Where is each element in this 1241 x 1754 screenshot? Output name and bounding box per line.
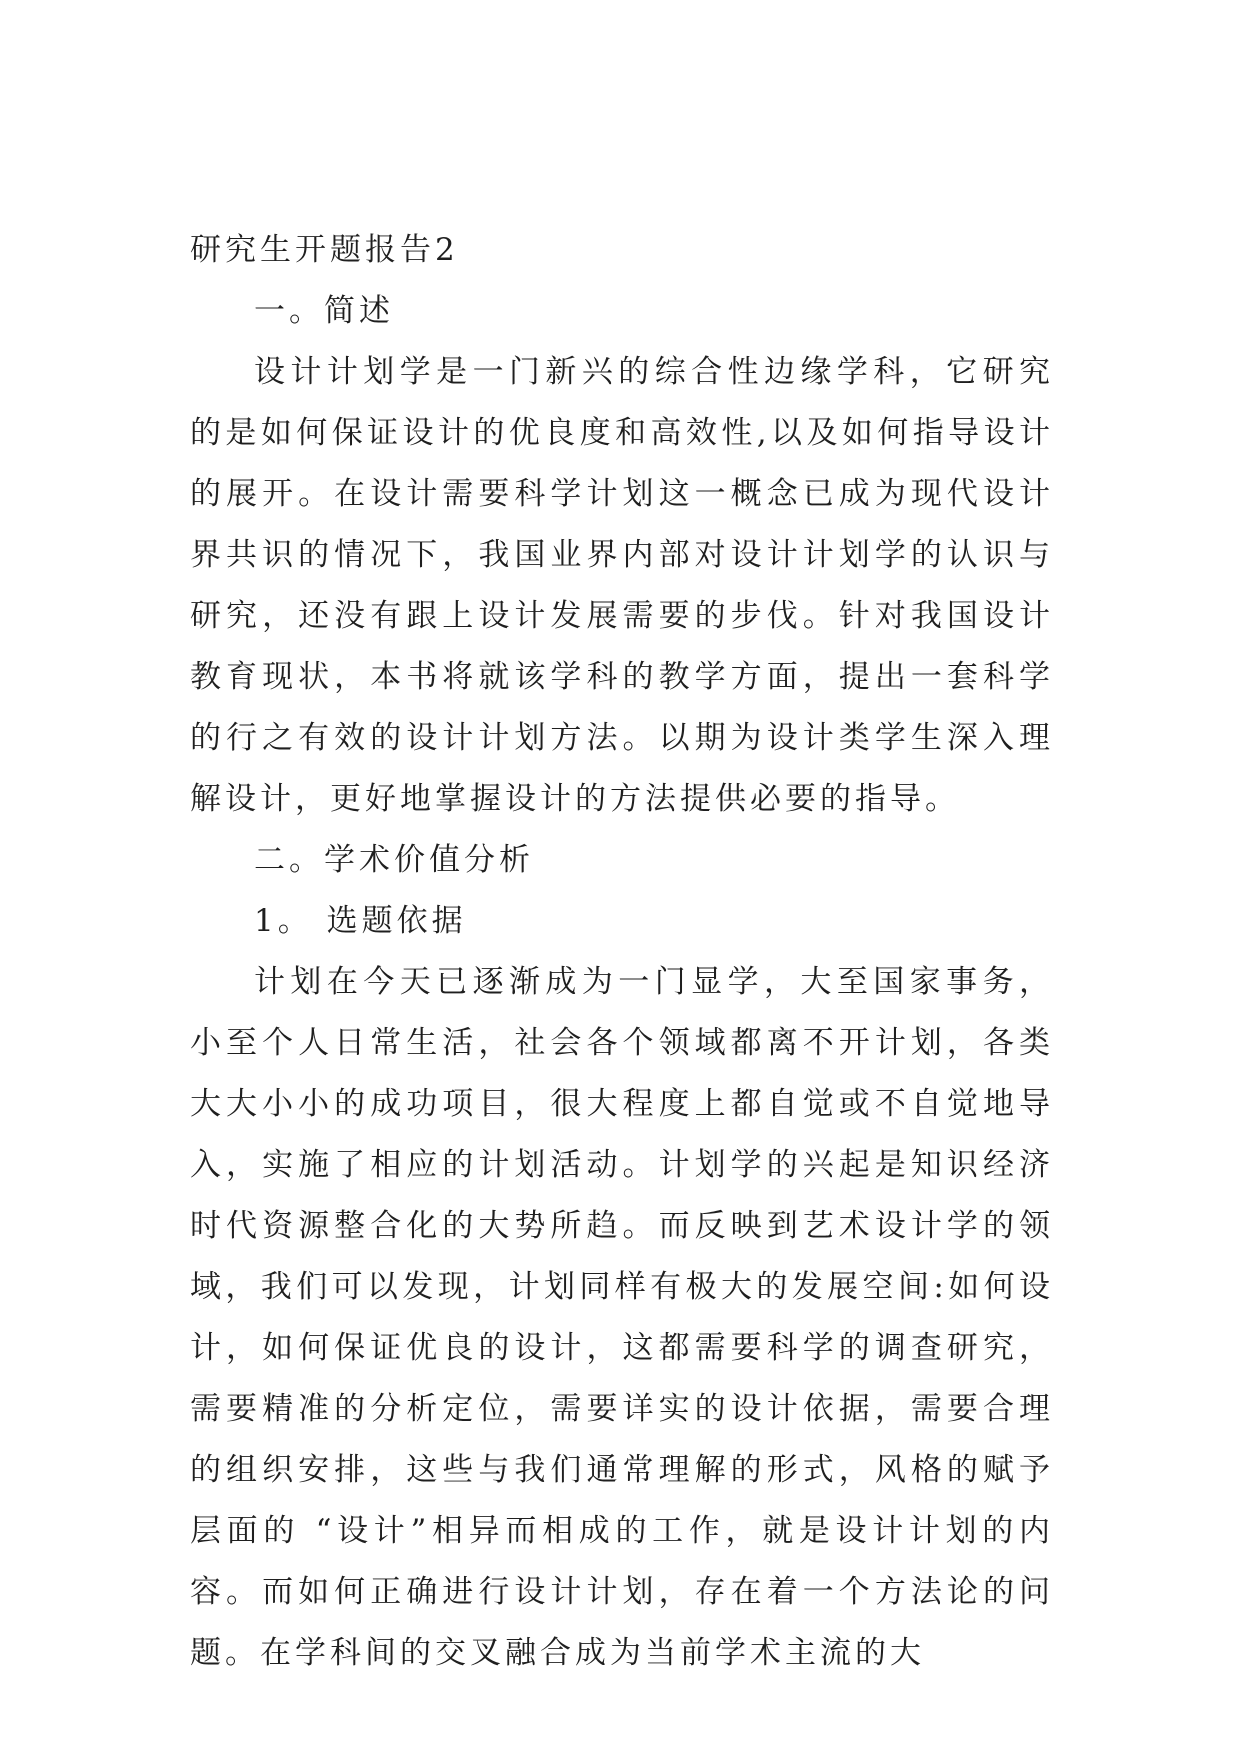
- document-title: 研究生开题报告2: [190, 232, 459, 268]
- subheading-topic-basis: 1。 选题依据: [254, 903, 467, 939]
- document-body: [190, 220, 1054, 1684]
- section-heading-academic-value: 二。学术价值分析: [254, 842, 534, 878]
- section-heading-overview: 一。简述: [254, 293, 394, 329]
- paragraph-overview: 设计计划学是一门新兴的综合性边缘学科，它研究的是如何保证设计的优良度和高效性,以及如何指导设计的展开。在设计需要科学计划这一概念已成为现代设计界共识的情况下，我国业界内部对设计计划学的认识与研究，还没有跟上设计发展需要的步伐。针对我国设计教育现状，本书将就该学科的教学方面，提出一套科学的行之有效的设计计划方法。以期为设计类学生深入理解设计，更好地掌握设计的方法提供必要的指导。: [190, 354, 1054, 817]
- paragraph-topic-basis: 计划在今天已逐渐成为一门显学，大至国家事务，小至个人日常生活，社会各个领域都离不开计划，各类大大小小的成功项目，很大程度上都自觉或不自觉地导入，实施了相应的计划活动。计划学的兴起是知识经济时代资源整合化的大势所趋。而反映到艺术设计学的领域，我们可以发现，计划同样有极大的发展空间:如何设计，如何保证优良的设计，这都需要科学的调查研究，需要精准的分析定位，需要详实的设计依据，需要合理的组织安排，这些与我们通常理解的形式，风格的赋予层面的 “设计”相异而相成的工作，就是设计计划的内容。而如何正确进行设计计划，存在着一个方法论的问题。在学科间的交叉融合成为当前学术主流的大: [190, 964, 1054, 1671]
